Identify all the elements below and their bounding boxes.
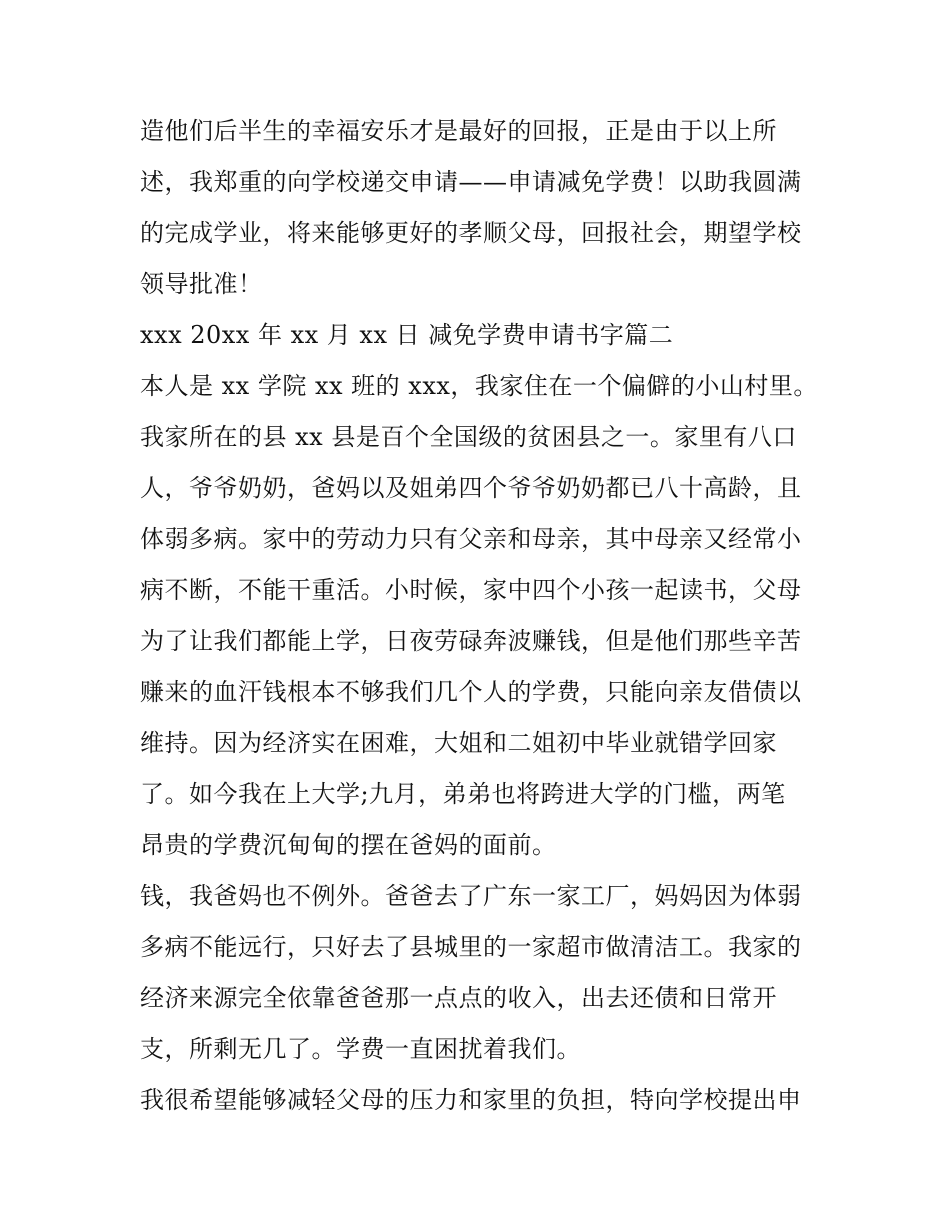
text-line: 支，所剩无几了。学费一直困扰着我们。 — [140, 1035, 581, 1063]
text-line: 钱，我爸妈也不例外。爸爸去了广东一家工厂，妈妈因为体弱 — [140, 882, 802, 910]
text-line: 昂贵的学费沉甸甸的摆在爸妈的面前。 — [140, 831, 557, 859]
text-line: 病不断，不能干重活。小时候，家中四个小孩一起读书，父母 — [140, 576, 802, 604]
document-body — [140, 106, 820, 1126]
text-line: 领导批准！ — [140, 270, 263, 298]
text-line: 了。如今我在上大学;九月，弟弟也将跨进大学的门槛，两笔 — [140, 780, 786, 808]
text-line: 人，爷爷奶奶，爸妈以及姐弟四个爷爷奶奶都已八十高龄，且 — [140, 474, 802, 502]
text-line: 造他们后半生的幸福安乐才是最好的回报，正是由于以上所 — [140, 117, 777, 145]
text-line: 本人是 xx 学院 xx 班的 xxx，我家住在一个偏僻的小山村里。 — [140, 372, 818, 400]
text-line: 体弱多病。家中的劳动力只有父亲和母亲，其中母亲又经常小 — [140, 525, 802, 553]
text-line: 的完成学业，将来能够更好的孝顺父母，回报社会，期望学校 — [140, 219, 802, 247]
text-line: 经济来源完全依靠爸爸那一点点的收入，出去还债和日常开 — [140, 984, 777, 1012]
text-line: 赚来的血汗钱根本不够我们几个人的学费，只能向亲友借债以 — [140, 678, 802, 706]
text-line: 述，我郑重的向学校递交申请——申请减免学费！以助我圆满 — [140, 168, 802, 196]
text-line: 多病不能远行，只好去了县城里的一家超市做清洁工。我家的 — [140, 933, 802, 961]
text-line: 维持。因为经济实在困难，大姐和二姐初中毕业就错学回家 — [140, 729, 777, 757]
text-line: 为了让我们都能上学，日夜劳碌奔波赚钱，但是他们那些辛苦 — [140, 627, 802, 655]
text-line: 我很希望能够减轻父母的压力和家里的负担，特向学校提出申 — [140, 1086, 802, 1114]
text-line: 我家所在的县 xx 县是百个全国级的贫困县之一。家里有八口 — [140, 423, 797, 451]
section-heading: xxx 20xx 年 xx 月 xx 日 减免学费申请书字篇二 — [140, 321, 674, 349]
